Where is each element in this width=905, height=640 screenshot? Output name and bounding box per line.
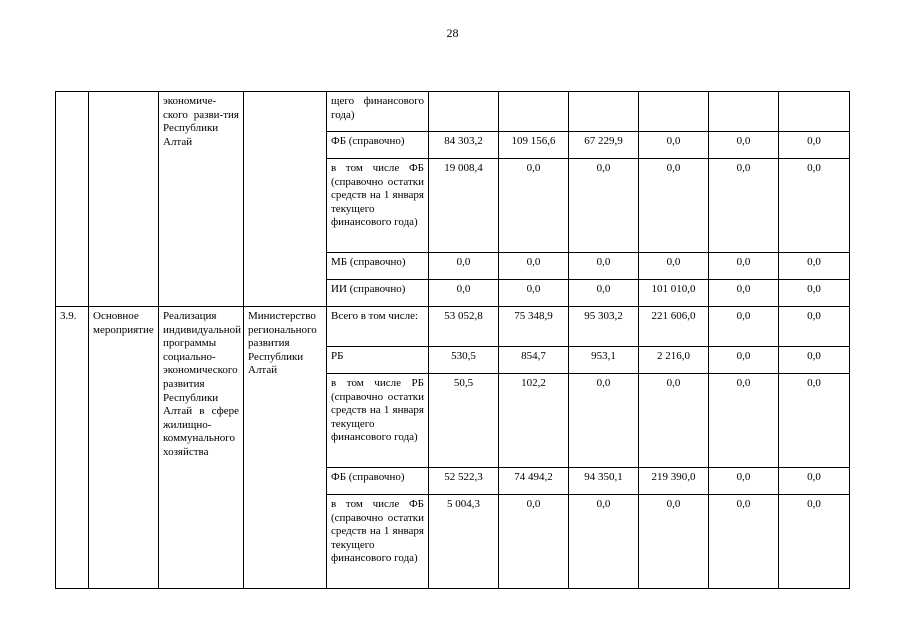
- value-cell: 67 229,9: [569, 132, 639, 159]
- value-cell: 94 350,1: [569, 468, 639, 495]
- value-cell: 101 010,0: [639, 280, 709, 307]
- value-cell: 0,0: [779, 132, 850, 159]
- value-cell: 0,0: [709, 253, 779, 280]
- value-cell: 19 008,4: [429, 159, 499, 253]
- value-cell: 0,0: [709, 374, 779, 468]
- value-cell: [429, 92, 499, 132]
- value-cell: 0,0: [779, 468, 850, 495]
- value-cell: 0,0: [709, 495, 779, 589]
- value-cell: 0,0: [499, 159, 569, 253]
- value-cell: 854,7: [499, 347, 569, 374]
- value-cell: 2 216,0: [639, 347, 709, 374]
- value-cell: 0,0: [569, 495, 639, 589]
- executor-cell: [244, 92, 327, 307]
- value-cell: 0,0: [709, 347, 779, 374]
- source-cell: ФБ (справочно): [327, 468, 429, 495]
- value-cell: [569, 92, 639, 132]
- source-cell: в том числе ФБ (справочно остатки средств на 1 января текущего финансового года): [327, 495, 429, 589]
- source-cell: МБ (справочно): [327, 253, 429, 280]
- source-cell: в том числе ФБ (справочно остатки средств на 1 января текущего финансового года): [327, 159, 429, 253]
- value-cell: 0,0: [569, 280, 639, 307]
- type-cell: Основное мероприятие: [89, 307, 159, 589]
- value-cell: 0,0: [779, 307, 850, 347]
- value-cell: 95 303,2: [569, 307, 639, 347]
- value-cell: [499, 92, 569, 132]
- value-cell: 75 348,9: [499, 307, 569, 347]
- value-cell: 0,0: [779, 159, 850, 253]
- value-cell: 109 156,6: [499, 132, 569, 159]
- type-cell: [89, 92, 159, 307]
- value-cell: 0,0: [779, 374, 850, 468]
- value-cell: 52 522,3: [429, 468, 499, 495]
- value-cell: 0,0: [499, 495, 569, 589]
- value-cell: 0,0: [779, 280, 850, 307]
- value-cell: 5 004,3: [429, 495, 499, 589]
- event-title-cell: Реализация индивидуальной программы социально-экономического развития Республики Алтай в сфере жилищно-коммунального хозяйства: [159, 307, 244, 589]
- value-cell: 0,0: [569, 374, 639, 468]
- value-cell: 102,2: [499, 374, 569, 468]
- source-cell: в том числе РБ (справочно остатки средств на 1 января текущего финансового года): [327, 374, 429, 468]
- value-cell: 50,5: [429, 374, 499, 468]
- executor-cell: Министерство регионального развития Республики Алтай: [244, 307, 327, 589]
- value-cell: 953,1: [569, 347, 639, 374]
- value-cell: 530,5: [429, 347, 499, 374]
- value-cell: 74 494,2: [499, 468, 569, 495]
- table-row: [56, 307, 850, 347]
- value-cell: 0,0: [779, 347, 850, 374]
- value-cell: 0,0: [709, 159, 779, 253]
- source-cell: щего финансового года): [327, 92, 429, 132]
- value-cell: 0,0: [639, 495, 709, 589]
- value-cell: 0,0: [639, 159, 709, 253]
- funding-table: [55, 91, 850, 589]
- page-number: 28: [446, 26, 459, 40]
- value-cell: 0,0: [709, 280, 779, 307]
- source-cell: ФБ (справочно): [327, 132, 429, 159]
- value-cell: 0,0: [499, 280, 569, 307]
- value-cell: 0,0: [709, 307, 779, 347]
- source-cell: РБ: [327, 347, 429, 374]
- source-cell: ИИ (справочно): [327, 280, 429, 307]
- value-cell: [709, 92, 779, 132]
- value-cell: 0,0: [639, 374, 709, 468]
- value-cell: 0,0: [569, 159, 639, 253]
- value-cell: 0,0: [709, 132, 779, 159]
- value-cell: [639, 92, 709, 132]
- value-cell: 0,0: [639, 132, 709, 159]
- value-cell: 84 303,2: [429, 132, 499, 159]
- number-cell: 3.9.: [56, 307, 89, 589]
- source-cell: Всего в том числе:: [327, 307, 429, 347]
- value-cell: 0,0: [569, 253, 639, 280]
- number-cell: [56, 92, 89, 307]
- value-cell: 0,0: [779, 253, 850, 280]
- value-cell: [779, 92, 850, 132]
- value-cell: 0,0: [779, 495, 850, 589]
- value-cell: 0,0: [429, 280, 499, 307]
- table-row: [56, 92, 850, 132]
- value-cell: 0,0: [429, 253, 499, 280]
- value-cell: 221 606,0: [639, 307, 709, 347]
- value-cell: 0,0: [499, 253, 569, 280]
- value-cell: 219 390,0: [639, 468, 709, 495]
- value-cell: 53 052,8: [429, 307, 499, 347]
- value-cell: 0,0: [709, 468, 779, 495]
- event-title-cell: экономиче-ского разви-тия Республики Алтай: [159, 92, 244, 307]
- value-cell: 0,0: [639, 253, 709, 280]
